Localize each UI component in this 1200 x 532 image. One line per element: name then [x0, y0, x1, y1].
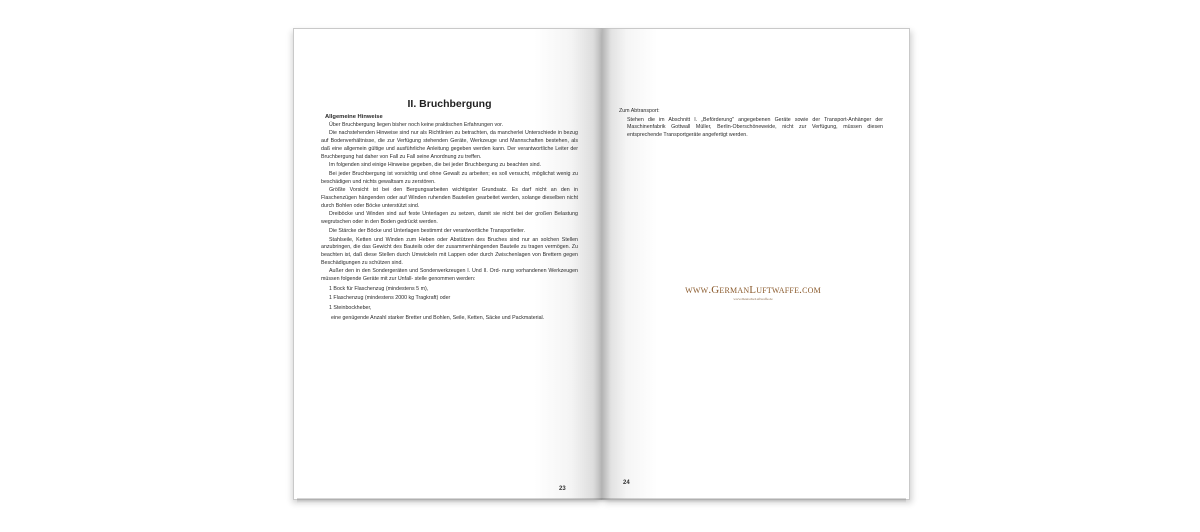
paragraph: Stahlseile, Ketten und Winden zum Heben oder Abstützen des Bruches sind nur an solchen Stellen anzubringen, die das Gewicht des Bauteils oder der zusammenhängenden Bauteile zu tragen vermögen. Zu beachten ist, daß diese Stellen durch Umwickeln mit Lappen oder durch Zwischenlagen von Brettern gegen Beschädigungen zu schützen sind.	[321, 236, 578, 266]
paragraph: Über Bruchbergung liegen bisher noch keine praktischen Erfahrungen vor.	[329, 121, 504, 128]
watermark-url: www.GermanLuftwaffe.com	[685, 284, 821, 296]
watermark	[683, 284, 823, 301]
page-number-left: 23	[559, 486, 566, 492]
paragraph: Die Stärcke der Böcke und Unterlagen bestimmt der verantwortliche Transportleiter.	[329, 227, 526, 234]
watermark-sub-url: www.DeutscheLuftwaffe.de	[733, 297, 773, 301]
paragraph: Dreiböcke und Winden sind auf feste Unterlagen zu setzen, damit sie nicht bei der großen Belastung wegrutschen oder in den Boden gedrückt werden.	[321, 211, 578, 226]
paragraph: Im folgenden sind einige Hinweise gegeben, die bei jeder Bruchbergung zu beachten sind.	[329, 162, 542, 169]
transport-heading: Zum Abtransport:	[619, 108, 660, 114]
book-spine	[593, 28, 611, 500]
right-page-content	[619, 108, 883, 139]
open-book	[293, 28, 910, 502]
paragraph: Die nachstehenden Hinweise sind nur als Richtlinien zu betrachten, da mancherlei Unterschiede in bezug auf Bodenverhältnisse, die zur Verfügung stehenden Geräte, Werkzeuge und Mannschaften bestehen, als daß eine allgemein gültige und ausführliche Anleitung gegeben werden kann. Der verantwortliche Leiter der Bruchbergung hat daher von Fall zu Fall seine Anordnung zu treffen.	[321, 130, 578, 160]
section-heading: Allgemeine Hinweise	[325, 114, 383, 120]
list-item: 1 Flaschenzug (mindestens 2000 kg Tragkraft) oder	[329, 295, 451, 302]
left-page-content	[321, 98, 578, 325]
page-number-right: 24	[623, 480, 630, 486]
paragraph: Bei jeder Bruchbergung ist vorsichtig und ohne Gewalt zu arbeiten; es soll versucht, möglichst wenig zu beschädigen und nichts gewaltsam zu zerstören.	[321, 170, 578, 185]
transport-paragraph: Stehen die im Abschnitt I. „Beförderung" angegebenen Geräte sowie der Transport-Anhänger der Maschinenfabrik Gottwall Müller, Berlin-Oberschöneweide, nicht zur Verfügung, müssen diesen entsprechende Transportgeräte angefertigt werden.	[627, 116, 883, 138]
paragraph: Größte Vorsicht ist bei den Bergungsarbeiten wichtigster Grundsatz. Es darf nicht an den in Flaschenzügen hängenden oder auf Winden ruhenden Bauteilen gearbeitet werden, solange dieselben nicht durch Bohlen oder Böcke unterstützt sind.	[321, 187, 578, 209]
chapter-title: II. Bruchbergung	[407, 98, 492, 110]
list-item: 1 Steinbockheber,	[329, 305, 372, 312]
equipment-list	[321, 286, 578, 323]
list-continuation: eine genügende Anzahl starker Bretter und Bohlen, Seile, Ketten, Säcke und Packmaterial.	[331, 314, 545, 321]
paragraph: Außer den in den Sondergeräten und Sonderwerkzeugen I. Und II. Ord- nung vorhandenen Werkzeugen müssen folgende Geräte mit zur Unfall- stelle genommen werden:	[321, 268, 578, 283]
list-item: 1 Bock für Flaschenzug (mindestens 5 m),	[329, 285, 429, 292]
right-page	[602, 28, 910, 500]
book-shadow	[297, 498, 906, 503]
